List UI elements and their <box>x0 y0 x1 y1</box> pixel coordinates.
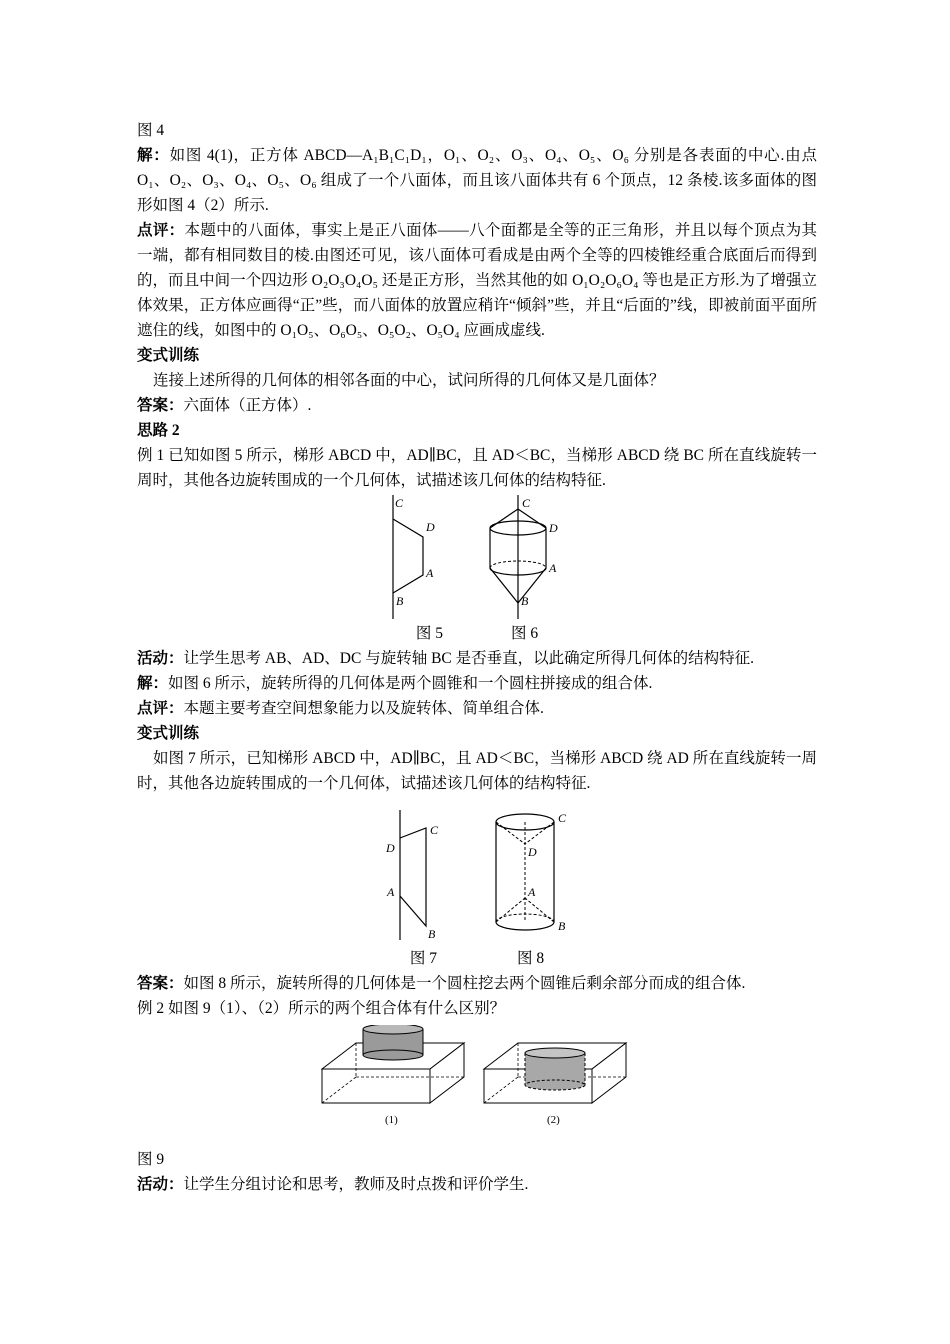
fig8-label-c: C <box>558 811 567 825</box>
activity-1 <box>137 646 817 671</box>
answer-2-text: 如图 8 所示，旋转所得的几何体是一个圆柱挖去两个圆锥后剩余部分而成的组合体. <box>183 975 746 992</box>
figures-5-6-captions <box>137 621 817 646</box>
fig9-sublabel-2: (2) <box>547 1114 560 1126</box>
fig5-label-c: C <box>395 496 404 510</box>
solution-1-label: 解： <box>137 147 170 164</box>
review-1-label: 点评： <box>137 222 185 239</box>
solution-2 <box>137 671 817 696</box>
section-2-title: 思路 2 <box>137 422 180 439</box>
fig7-label-d: D <box>386 841 395 855</box>
answer-1-text: 六面体（正方体）. <box>183 397 312 414</box>
fig5-label-b: B <box>396 594 404 608</box>
fig9-sublabel-1: (1) <box>385 1114 398 1126</box>
review-2-text: 本题主要考查空间想象能力以及旋转体、简单组合体. <box>183 700 544 717</box>
fig7-label-b: B <box>428 927 436 940</box>
figure-9-solid-2 <box>484 1043 626 1126</box>
figure-7-trapezoid <box>370 806 450 940</box>
solution-1 <box>137 143 817 218</box>
example-1: 例 1 已知如图 5 所示，梯形 ABCD 中，AD∥BC，且 AD＜BC，当梯形 ABCD 绕 BC 所在直线旋转一周时，其他各边旋转围成的一个几何体，试描述该几何体的结构特征. <box>137 447 817 489</box>
figure-5-trapezoid <box>375 495 445 619</box>
activity-2-text: 让学生分组讨论和思考，教师及时点拨和评价学生. <box>183 1176 529 1193</box>
fig9-caption: 图 9 <box>137 1151 165 1168</box>
solution-2-label: 解： <box>137 675 169 692</box>
solution-1-text: 如图 4(1)，正方体 ABCD—A₁B₁C₁D₁，O₁、O₂、O₃、O₄、O₅、O₆ 分别是各表面的中心.由点 O₁、O₂、O₃、O₄、O₅、O₆ 组成了一个八面体，而且该八面体共有 6 个顶点，12 条棱.该多面体的图形如图 4（2）所示. <box>137 147 817 214</box>
answer-1 <box>137 393 817 418</box>
fig8-caption: 图 8 <box>517 950 545 967</box>
fig5-label-d: D <box>426 520 435 534</box>
example-2: 例 2 如图 9（1）、（2）所示的两个组合体有什么区别？ <box>137 1000 506 1017</box>
review-2 <box>137 696 817 721</box>
review-2-label: 点评： <box>137 700 184 717</box>
fig4-caption: 图 4 <box>137 122 165 139</box>
fig6-label-b: B <box>521 594 529 608</box>
variant-1-heading: 变式训练 <box>137 347 200 364</box>
answer-2 <box>137 971 817 996</box>
fig5-label-a: A <box>426 566 434 580</box>
answer-2-label: 答案： <box>137 975 184 992</box>
fig7-label-a: A <box>387 885 395 899</box>
fig6-label-d: D <box>549 521 558 535</box>
fig7-label-c: C <box>430 823 439 837</box>
fig6-caption: 图 6 <box>511 625 539 642</box>
figure-9-solid-1 <box>322 1025 464 1126</box>
fig5-caption: 图 5 <box>415 625 443 642</box>
figures-7-8 <box>137 806 817 940</box>
fig7-caption: 图 7 <box>409 950 437 967</box>
activity-1-label: 活动： <box>137 650 184 667</box>
variant-1-text: 连接上述所得的几何体的相邻各面的中心，试问所得的几何体又是几面体？ <box>153 372 665 389</box>
figures-5-6 <box>137 495 817 619</box>
figure-9-combined-solids <box>321 1025 633 1129</box>
variant-2-text: 如图 7 所示，已知梯形 ABCD 中，AD∥BC，且 AD＜BC，当梯形 ABCD 绕 AD 所在直线旋转一周时，其他各边旋转围成的一个几何体，试描述该几何体的结构特征. <box>137 750 817 792</box>
fig6-label-c: C <box>522 496 531 510</box>
figure-6-solid <box>479 495 579 619</box>
figures-7-8-captions <box>137 946 817 971</box>
figure-8-solid <box>494 806 584 940</box>
fig8-label-d: D <box>528 845 537 859</box>
review-1 <box>137 218 817 343</box>
review-1-text: 本题中的八面体，事实上是正八面体——八个面都是全等的正三角形，并且以每个顶点为其一端，都有相同数目的棱.由图还可见，该八面体可看成是由两个全等的四棱锥经重合底面后而得到的，而且中间一个四边形 O₂O₃O₄O₅ 还是正方形，当然其他的如 O₁O₂O₆O₄ 等也是正方形.为了增强立体效果，正方体应画得“正”些，而八面体的放置应稍许“倾斜”些，并且“后面的”线，即被前面平面所遮住的线，如图中的 O₁O₅、O₆O₅、O₅O₂、O₅O₄ 应画成虚线. <box>137 222 817 339</box>
document-page <box>137 118 817 1197</box>
fig6-label-a: A <box>549 561 557 575</box>
fig8-label-a: A <box>528 885 536 899</box>
fig8-label-b: B <box>558 919 566 933</box>
activity-2-label: 活动： <box>137 1176 184 1193</box>
activity-2 <box>137 1172 817 1197</box>
variant-2-heading: 变式训练 <box>137 725 200 742</box>
solution-2-text: 如图 6 所示，旋转所得的几何体是两个圆锥和一个圆柱拼接成的组合体. <box>168 675 653 692</box>
activity-1-text: 让学生思考 AB、AD、DC 与旋转轴 BC 是否垂直，以此确定所得几何体的结构特征. <box>183 650 755 667</box>
answer-1-label: 答案： <box>137 397 184 414</box>
figure-9 <box>137 1025 817 1129</box>
